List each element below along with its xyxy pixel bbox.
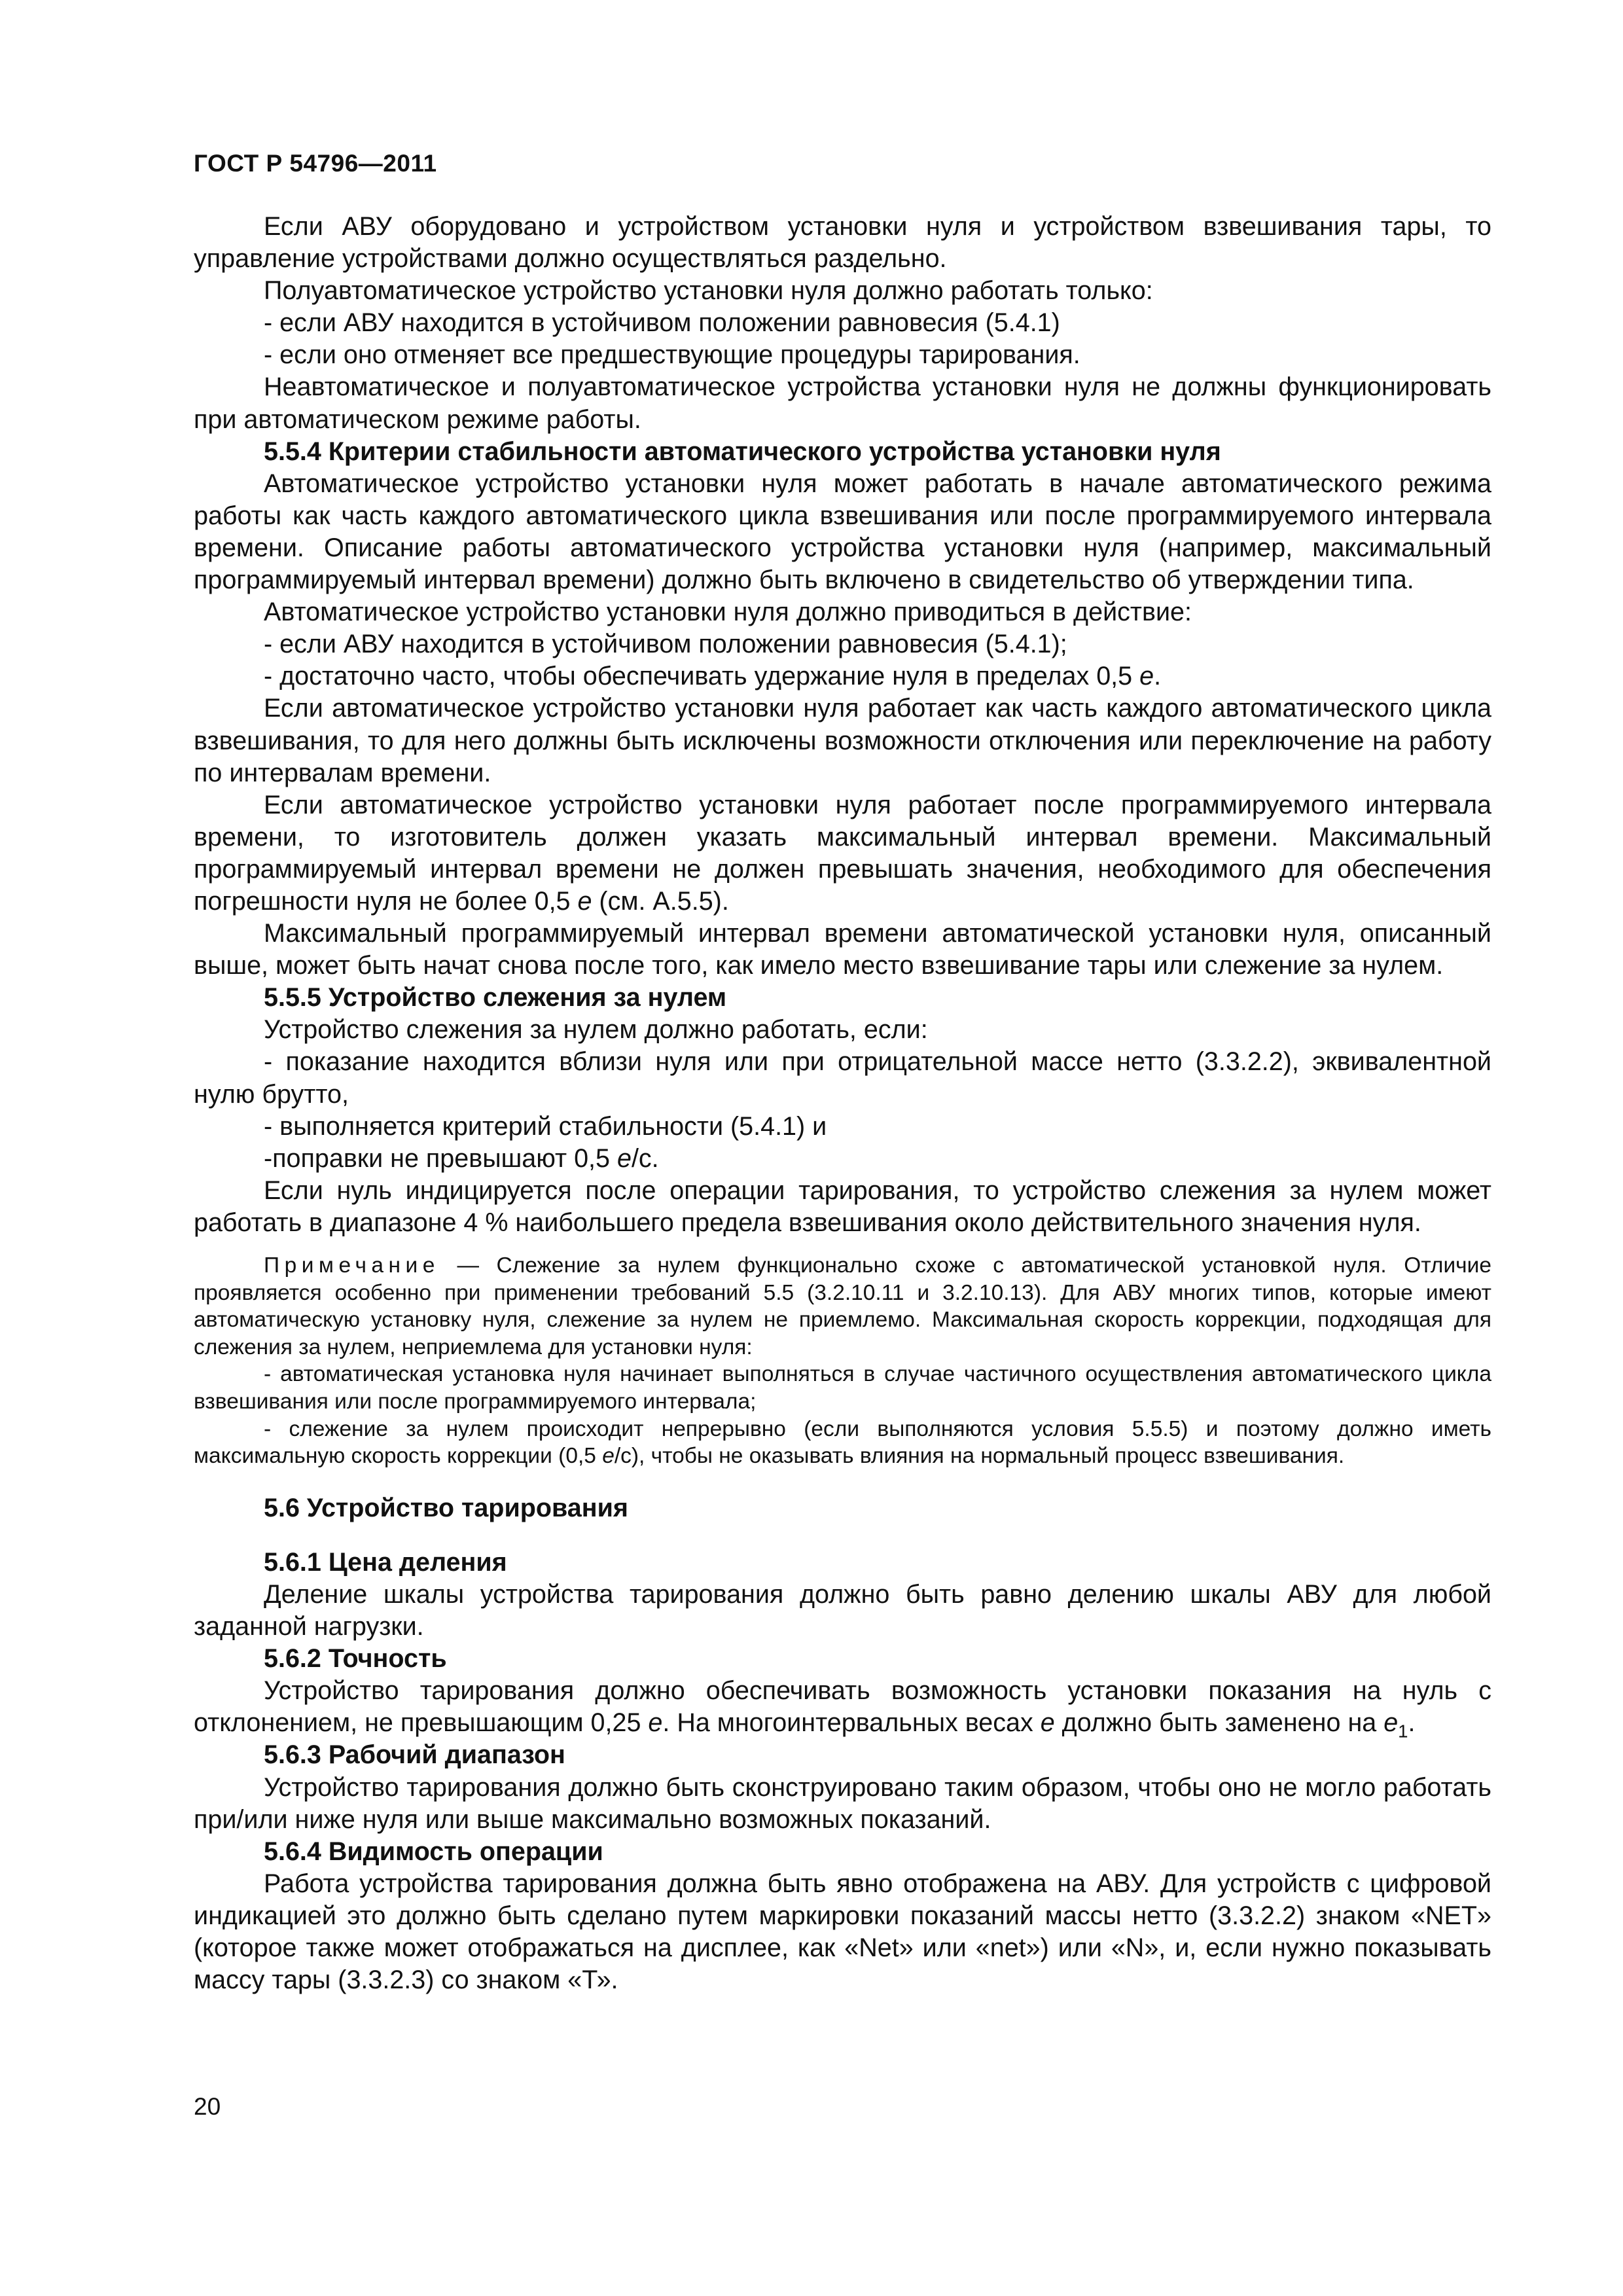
note-block <box>194 1252 1491 1470</box>
section-heading-5-6: 5.6 Устройство тарирования <box>264 1493 628 1522</box>
paragraph: Работа устройства тарирования должна быть явно отображена на АВУ. Для устройств с цифровой индикацией это должно быть сделано путем маркировки показаний массы нетто (3.3.2.2) знаком «NET» (которое также может отображаться на дисплее, как «Net» или «net») или «N», и, если нужно показывать массу тары (3.3.2.3) со знаком «Т». <box>194 1869 1491 1995</box>
list-item <box>194 1143 1491 1175</box>
document-header: ГОСТ Р 54796—2011 <box>194 150 437 177</box>
paragraph: Устройство слежения за нулем должно работать, если: <box>264 1015 928 1045</box>
document-body <box>194 211 1491 1996</box>
list-item: - выполняется критерий стабильности (5.4.1) и <box>264 1111 827 1141</box>
text-run: . На многоинтервальных весах <box>662 1708 1041 1738</box>
section-heading-5-5-5: 5.5.5 Устройство слежения за нулем <box>264 983 727 1013</box>
text-run: - слежение за нулем происходит непрерывно (если выполняются условия 5.5.5) и поэтому должно иметь максимальную скорость коррекции (0,5 <box>194 1416 1491 1469</box>
text-run: (см. А.5.5). <box>592 886 729 916</box>
symbol-e: е <box>616 1143 632 1173</box>
paragraph: Неавтоматическое и полуавтоматическое устройства установки нуля не должны функционировать при автоматическом режиме работы. <box>194 372 1491 434</box>
symbol-e: е <box>1040 1708 1055 1738</box>
note-list-item <box>194 1416 1491 1470</box>
symbol-e: е <box>1383 1708 1399 1738</box>
paragraph: Максимальный программируемый интервал времени автоматической установки нуля, описанный выше, может быть начат снова после того, как имело место взвешивание тары или слежение за нулем. <box>194 919 1491 980</box>
section-heading-5-6-3: 5.6.3 Рабочий диапазон <box>264 1740 565 1770</box>
page-number: 20 <box>194 2093 221 2120</box>
text-run: -поправки не превышают 0,5 <box>264 1143 617 1173</box>
paragraph: Устройство тарирования должно быть сконструировано таким образом, чтобы оно не могло работать при/или ниже нуля или выше максимально возможных показаний. <box>194 1772 1491 1834</box>
text-run: - достаточно часто, чтобы обеспечивать удержание нуля в пределах 0,5 <box>264 662 1140 691</box>
paragraph: Если автоматическое устройство установки нуля работает как часть каждого автоматического цикла взвешивания, то для него должны быть исключены возможности отключения или переключение на работу по интервалам времени. <box>194 694 1491 787</box>
paragraph: Полуавтоматическое устройство установки нуля должно работать только: <box>264 276 1153 306</box>
note-dash: — <box>439 1253 497 1278</box>
list-item: - если оно отменяет все предшествующие процедуры тарирования. <box>264 340 1080 370</box>
section-heading-5-6-4: 5.6.4 Видимость операции <box>264 1837 603 1866</box>
paragraph <box>194 789 1491 918</box>
subscript: 1 <box>1398 1721 1408 1742</box>
text-run: . <box>1408 1708 1416 1738</box>
list-item: - если АВУ находится в устойчивом положении равновесия (5.4.1) <box>264 308 1060 338</box>
text-run: /с. <box>631 1143 659 1173</box>
text-run: должно быть заменено на <box>1054 1708 1384 1738</box>
paragraph: Деление шкалы устройства тарирования должно быть равно делению шкалы АВУ для любой заданной нагрузки. <box>194 1579 1491 1641</box>
note-paragraph <box>194 1252 1491 1361</box>
section-heading-5-6-1: 5.6.1 Цена деления <box>264 1547 507 1577</box>
symbol-e: е <box>602 1444 615 1469</box>
symbol-e: е <box>1139 662 1154 691</box>
symbol-e: е <box>648 1708 663 1738</box>
paragraph <box>194 1675 1491 1742</box>
paragraph: Если нуль индицируется после операции тарирования, то устройство слежения за нулем может работать в диапазоне 4 % наибольшего предела взвешивания около действительного значения нуля. <box>194 1175 1491 1237</box>
symbol-e: е <box>577 886 592 916</box>
section-heading-5-5-4: 5.5.4 Критерии стабильности автоматического устройства установки нуля <box>264 437 1221 466</box>
text-run: . <box>1154 662 1162 691</box>
paragraph: Если АВУ оборудовано и устройством установки нуля и устройством взвешивания тары, то управление устройствами должно осуществляться раздельно. <box>194 212 1491 274</box>
list-item <box>194 660 1491 692</box>
list-item: - если АВУ находится в устойчивом положении равновесия (5.4.1); <box>264 630 1067 659</box>
text-run: Устройство тарирования должно обеспечивать возможность установки показания на нуль с отклонением, не превышающим 0,25 <box>194 1676 1491 1738</box>
note-label: Примечание <box>264 1253 440 1278</box>
text-run: Слежение за нулем функционально схоже с автоматической установкой нуля. Отличие проявляется особенно при применении требований 5.5 (3.2.10.11 и 3.2.10.13). Для АВУ многих типов, которые имеют автоматическую установку нуля, слежение за нулем не приемлемо. Максимальная скорость коррекции, подходящая для слежения за нулем, неприемлема для установки нуля: <box>194 1253 1491 1359</box>
text-run: /с), чтобы не оказывать влияния на нормальный процесс взвешивания. <box>614 1444 1345 1469</box>
note-list-item: - автоматическая установка нуля начинает выполняться в случае частичного осуществления автоматического цикла взвешивания или после программируемого интервала; <box>194 1362 1491 1414</box>
section-heading-5-6-2: 5.6.2 Точность <box>264 1644 447 1674</box>
list-item: - показание находится вблизи нуля или при отрицательной массе нетто (3.3.2.2), эквивалентной нулю брутто, <box>194 1047 1491 1109</box>
paragraph: Автоматическое устройство установки нуля может работать в начале автоматического режима работы как часть каждого автоматического цикла взвешивания или после программируемого интервала времени. Описание работы автоматического устройства установки нуля (например, максимальный программируемый интервал времени) должно быть включено в свидетельство об утверждении типа. <box>194 469 1491 595</box>
paragraph: Автоматическое устройство установки нуля должно приводиться в действие: <box>264 598 1192 627</box>
text-run: Если автоматическое устройство установки нуля работает после программируемого интервала времени, то изготовитель должен указать максимальный интервал времени. Максимальный программируемый интервал времени не должен превышать значения, необходимого для обеспечения погрешности нуля не более 0,5 <box>194 790 1491 916</box>
